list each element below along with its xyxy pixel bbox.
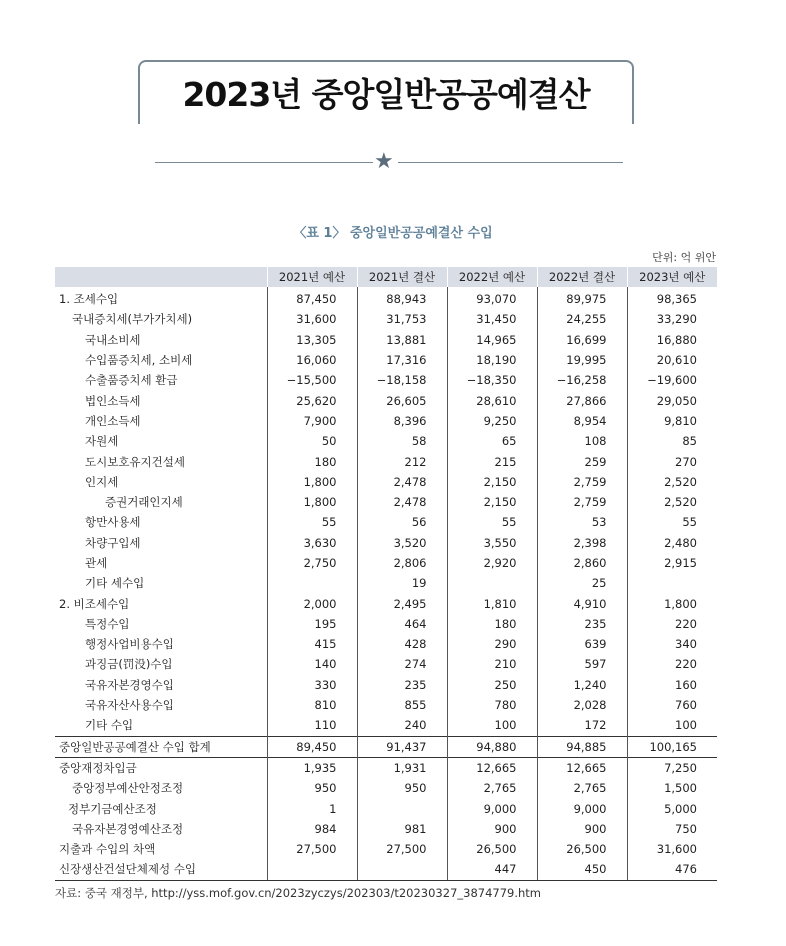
table-cell: 1,500 (627, 778, 717, 798)
table-cell: 1,800 (267, 472, 357, 492)
table-cell: 3,630 (267, 533, 357, 553)
table-cell: 215 (447, 451, 537, 471)
column-header: 2022년 결산 (537, 267, 627, 287)
column-header: 2021년 결산 (357, 267, 447, 287)
table-cell: 31,753 (357, 309, 447, 329)
table-row (55, 512, 717, 532)
table-cell: 2,765 (447, 778, 537, 798)
row-label: 국유자본경영수입 (85, 677, 174, 692)
table-cell: 1,935 (267, 757, 357, 778)
table-cell: 750 (627, 819, 717, 839)
table-cell: 235 (357, 675, 447, 695)
table-header-row (55, 267, 717, 287)
table-cell: 259 (537, 451, 627, 471)
revenue-table (55, 267, 717, 881)
table-cell: 4,910 (537, 593, 627, 613)
table-row (55, 839, 717, 859)
table-row (55, 634, 717, 654)
table-cell: 212 (357, 451, 447, 471)
table-cell: 1,931 (357, 757, 447, 778)
table-cell: −16,258 (537, 370, 627, 390)
table-cell: 56 (357, 512, 447, 532)
row-label: 국내소비세 (85, 332, 141, 347)
table-cell: 330 (267, 675, 357, 695)
row-label: 국내증치세(부가가치세) (72, 312, 193, 327)
table-cell (357, 859, 447, 880)
table-cell: 100 (447, 715, 537, 736)
table-row (55, 715, 717, 736)
table-cell: 220 (627, 654, 717, 674)
table-cell (627, 573, 717, 593)
table-row (55, 859, 717, 880)
table-cell: 98,365 (627, 287, 717, 309)
table-cell: 210 (447, 654, 537, 674)
table-cell: 50 (267, 431, 357, 451)
row-label: 관세 (85, 556, 108, 570)
table-cell: 2,150 (447, 492, 537, 512)
row-label: 2. 비조세수입 (59, 596, 130, 611)
table-cell: 12,665 (447, 757, 537, 778)
table-cell: 2,520 (627, 472, 717, 492)
table-row (55, 695, 717, 715)
table-cell: 89,975 (537, 287, 627, 309)
table-cell: 780 (447, 695, 537, 715)
table-row (55, 757, 717, 778)
table-cell: 1,800 (627, 593, 717, 613)
table-row (55, 553, 717, 573)
table-cell: 94,885 (537, 736, 627, 757)
table-cell: 950 (357, 778, 447, 798)
table-row (55, 309, 717, 329)
table-cell: 855 (357, 695, 447, 715)
row-label: 자원세 (85, 434, 119, 449)
table-cell: 2,759 (537, 472, 627, 492)
table-row (55, 370, 717, 390)
table-cell: 9,810 (627, 411, 717, 431)
table-cell: 93,070 (447, 287, 537, 309)
table-cell: 29,050 (627, 390, 717, 410)
table-cell: 2,480 (627, 533, 717, 553)
table-cell: 110 (267, 715, 357, 736)
table-cell: 108 (537, 431, 627, 451)
table-cell: 55 (267, 512, 357, 532)
table-cell: 5,000 (627, 798, 717, 818)
table-cell: 31,600 (627, 839, 717, 859)
table-cell: 13,881 (357, 330, 447, 350)
table-cell: 981 (357, 819, 447, 839)
table-cell: 950 (267, 778, 357, 798)
table-cell: 7,900 (267, 411, 357, 431)
table-cell: 25,620 (267, 390, 357, 410)
table-cell: 9,250 (447, 411, 537, 431)
column-header: 2022년 예산 (447, 267, 537, 287)
table-row (55, 593, 717, 613)
table-cell: 195 (267, 614, 357, 634)
row-label: 개인소득세 (85, 413, 141, 428)
table-cell: 2,478 (357, 472, 447, 492)
column-header (55, 267, 267, 287)
table-row (55, 736, 717, 757)
table-cell: 464 (357, 614, 447, 634)
table-row (55, 654, 717, 674)
table-cell: 447 (447, 859, 537, 880)
table-cell: 27,500 (267, 839, 357, 859)
table-cell: 250 (447, 675, 537, 695)
table-cell: 900 (447, 819, 537, 839)
row-label: 중앙재정차입금 (55, 757, 267, 778)
table-cell: 1,240 (537, 675, 627, 695)
row-label: 기타 수입 (85, 718, 134, 733)
table-cell: 24,255 (537, 309, 627, 329)
table-cell: 16,060 (267, 350, 357, 370)
table-row (55, 819, 717, 839)
table-cell: 220 (627, 614, 717, 634)
star-icon: ★ (374, 149, 394, 174)
table-cell: −18,158 (357, 370, 447, 390)
table-cell: 3,550 (447, 533, 537, 553)
table-cell: 476 (627, 859, 717, 880)
table-cell: 180 (447, 614, 537, 634)
table-cell: 27,866 (537, 390, 627, 410)
row-label: 중앙일반공공예결산 수입 합계 (55, 736, 267, 757)
table-cell (267, 859, 357, 880)
table-cell: 55 (447, 512, 537, 532)
table-cell: 810 (267, 695, 357, 715)
table-cell: 100 (627, 715, 717, 736)
table-cell: 1 (267, 798, 357, 818)
table-cell: 2,759 (537, 492, 627, 512)
table-cell: 140 (267, 654, 357, 674)
row-label: 인지세 (85, 474, 119, 489)
table-cell: 12,665 (537, 757, 627, 778)
table-cell: 65 (447, 431, 537, 451)
table-cell: 17,316 (357, 350, 447, 370)
table-cell: 88,943 (357, 287, 447, 309)
table-cell: 31,450 (447, 309, 537, 329)
table-cell: 2,750 (267, 553, 357, 573)
row-label: 차량구입세 (85, 535, 141, 550)
row-label: 특정수입 (85, 616, 130, 631)
table-cell: 2,028 (537, 695, 627, 715)
title-box (138, 60, 634, 124)
table-row (55, 390, 717, 410)
row-label: 기타 세수입 (85, 576, 145, 591)
table-cell: 415 (267, 634, 357, 654)
divider-right (398, 162, 623, 163)
table-cell: 85 (627, 431, 717, 451)
table-body (55, 287, 717, 880)
table-cell: 31,600 (267, 309, 357, 329)
table-cell: 160 (627, 675, 717, 695)
table-cell: 270 (627, 451, 717, 471)
table-row (55, 778, 717, 798)
table-cell: 2,915 (627, 553, 717, 573)
table-row (55, 411, 717, 431)
table-cell: 28,610 (447, 390, 537, 410)
table-cell: 2,920 (447, 553, 537, 573)
table-cell: 428 (357, 634, 447, 654)
table-cell (357, 798, 447, 818)
table-cell: 16,880 (627, 330, 717, 350)
row-label: 국유자산사용수입 (85, 698, 174, 713)
table-cell: 172 (537, 715, 627, 736)
table-row (55, 472, 717, 492)
table-cell: 9,000 (447, 798, 537, 818)
row-label: 정부기금예산조정 (68, 801, 157, 816)
table-cell: 26,500 (447, 839, 537, 859)
table-cell: 1,810 (447, 593, 537, 613)
table-cell: 19,995 (537, 350, 627, 370)
table-cell: 240 (357, 715, 447, 736)
table-cell: 2,150 (447, 472, 537, 492)
table-cell: 18,190 (447, 350, 537, 370)
table-cell: 8,954 (537, 411, 627, 431)
table-cell: 2,478 (357, 492, 447, 512)
table-cell: 290 (447, 634, 537, 654)
table-row (55, 431, 717, 451)
row-label: 법인소득세 (85, 393, 141, 408)
table-row (55, 492, 717, 512)
table-cell: 340 (627, 634, 717, 654)
table-cell: 2,495 (357, 593, 447, 613)
table-cell: 16,699 (537, 330, 627, 350)
table-cell: 639 (537, 634, 627, 654)
table-cell: 33,290 (627, 309, 717, 329)
table-cell: 26,500 (537, 839, 627, 859)
row-label: 도시보호유지건설세 (85, 454, 185, 469)
table-cell: 89,450 (267, 736, 357, 757)
table-cell: 274 (357, 654, 447, 674)
row-label: 항만사용세 (85, 515, 141, 530)
table-cell: 94,880 (447, 736, 537, 757)
table-row (55, 614, 717, 634)
table-row (55, 798, 717, 818)
table-cell (267, 573, 357, 593)
table-cell: −15,500 (267, 370, 357, 390)
table-cell: 55 (627, 512, 717, 532)
table-cell: −18,350 (447, 370, 537, 390)
table-cell: 450 (537, 859, 627, 880)
table-cell: 2,398 (537, 533, 627, 553)
row-label: 중앙정부예산안정조정 (72, 781, 184, 796)
table-cell: 87,450 (267, 287, 357, 309)
table-cell: 58 (357, 431, 447, 451)
table-row (55, 533, 717, 553)
table-row (55, 675, 717, 695)
table-cell: 1,800 (267, 492, 357, 512)
table-row (55, 287, 717, 309)
table-cell: 13,305 (267, 330, 357, 350)
table-cell: 20,610 (627, 350, 717, 370)
table-cell (447, 573, 537, 593)
table-cell: 53 (537, 512, 627, 532)
row-label: 행정사업비용수입 (85, 637, 174, 652)
table-cell: 26,605 (357, 390, 447, 410)
table-cell: 2,860 (537, 553, 627, 573)
table-cell: 8,396 (357, 411, 447, 431)
table-cell: 3,520 (357, 533, 447, 553)
table-cell: 25 (537, 573, 627, 593)
table-cell: 7,250 (627, 757, 717, 778)
table-row (55, 451, 717, 471)
divider-left (155, 162, 373, 163)
row-label: 수출품증치세 환급 (85, 373, 178, 388)
column-header: 2021년 예산 (267, 267, 357, 287)
table-cell: 900 (537, 819, 627, 839)
table-cell: 9,000 (537, 798, 627, 818)
table-cell: 2,520 (627, 492, 717, 512)
column-header: 2023년 예산 (627, 267, 717, 287)
table-title: 〈표 1〉 중앙일반공공예결산 수입 (293, 226, 493, 241)
table-row (55, 573, 717, 593)
row-label: 1. 조세수입 (59, 292, 119, 307)
page-title: 2023년 중앙일반공공예결산 (182, 75, 590, 114)
row-label: 지출과 수입의 차액 (59, 842, 156, 857)
row-label: 과징금(罚没)수입 (85, 657, 173, 672)
table-cell: 27,500 (357, 839, 447, 859)
table-cell: 180 (267, 451, 357, 471)
table-cell: 100,165 (627, 736, 717, 757)
table-cell: 235 (537, 614, 627, 634)
table-cell: 2,000 (267, 593, 357, 613)
table-cell: 19 (357, 573, 447, 593)
unit-label: 단위: 억 위안 (652, 251, 716, 264)
table-cell: 2,765 (537, 778, 627, 798)
table-cell: 984 (267, 819, 357, 839)
row-label: 신장생산건설단체제성 수입 (55, 859, 267, 880)
table-row (55, 350, 717, 370)
table-cell: −19,600 (627, 370, 717, 390)
source-note: 자료: 중국 재정부, http://yss.mof.gov.cn/2023zyczys/202303/t20230327_3874779.htm (55, 886, 542, 900)
row-label: 수입품증치세, 소비세 (85, 353, 193, 368)
row-label: 국유자본경영예산조정 (72, 821, 184, 836)
table-cell: 91,437 (357, 736, 447, 757)
table-cell: 597 (537, 654, 627, 674)
table-cell: 2,806 (357, 553, 447, 573)
table-row (55, 330, 717, 350)
row-label: 증권거래인지세 (105, 495, 183, 510)
table-cell: 14,965 (447, 330, 537, 350)
table-cell: 760 (627, 695, 717, 715)
